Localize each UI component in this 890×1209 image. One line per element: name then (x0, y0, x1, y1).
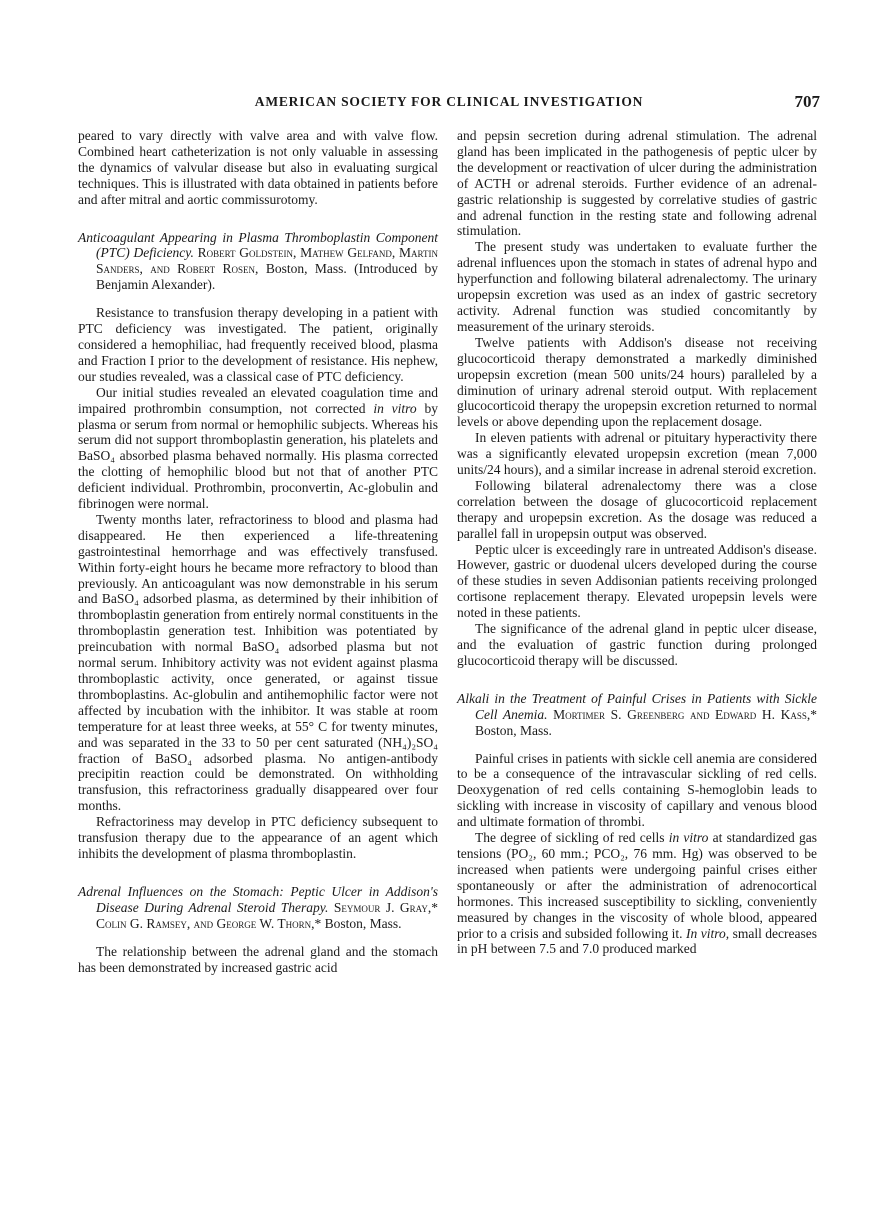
ptc-location: Boston, Mass. (Introduced by Benjamin Alexander). (96, 261, 439, 293)
sickle-p2-text-a: The degree of sickling of red cells (475, 830, 665, 846)
page-number: 707 (794, 92, 820, 111)
adrenal-abstract-heading (78, 884, 438, 932)
ptc-title: Anticoagulant Appearing in Plasma Thromboplastin Component (PTC) Deficiency. (78, 229, 438, 261)
ptc-paragraph-4: Refractoriness may develop in PTC deficiency subsequent to transfusion therapy due to the appearance of an agent which inhibits the development of plasma thromboplastin. (78, 814, 438, 861)
adrenal-paragraph-7: The significance of the adrenal gland in peptic ulcer disease, and the evaluation of gastric function during prolonged glucocorticoid therapy will be discussed. (457, 621, 817, 668)
adrenal-authors: Seymour J. Gray,* Colin G. Ramsey, and George W. Thorn,* (96, 899, 438, 931)
right-column (457, 128, 817, 957)
sickle-abstract-heading (457, 691, 817, 739)
adrenal-paragraph-5: Following bilateral adrenalectomy there was a close correlation between the dosage of glucocorticoid replacement therapy and uropepsin excretion. As the dosage was reduced a parallel fall in uropepsin output was observed. (457, 477, 817, 541)
adrenal-paragraph-2: The present study was undertaken to evaluate further the adrenal influences upon the stomach in states of adrenal hypo and hyperfunction and following bilateral adrenalectomy. The urinary uropepsin excretion was used as an index of gastric secretory activity. Adrenal function was studied concomitantly by measurement of the urinary steroids. (457, 239, 817, 334)
ptc-abstract-heading (78, 230, 438, 294)
ptc-paragraph-2 (78, 385, 438, 512)
left-column (78, 128, 438, 975)
ptc-authors: Robert Goldstein, Mathew Gelfand, Martin Sanders, and Robert Rosen, (96, 245, 438, 277)
adrenal-paragraph-4: In eleven patients with adrenal or pituitary hyperactivity there was a significantly elevated uropepsin excretion (mean 7,000 units/24 hours), and a similar increase in adrenal steroid excretion. (457, 430, 817, 478)
adrenal-carryover-paragraph: and pepsin secretion during adrenal stimulation. The adrenal gland has been implicated in the pathogenesis of peptic ulcer by the development or reactivation of ulcer during the administration of ACTH or adrenal steroids. Further evidence of an adrenal-gastric relationship is suggested by correlative studies of gastric and adrenal function in the resting state and following adrenal stimulation. (457, 128, 817, 239)
carryover-paragraph: peared to vary directly with valve area and with valve flow. Combined heart catheterization is not only valuable in assessing the dynamics of valvular disease but also in evaluating surgical techniques. This is illustrated with data obtained in patients before and after mitral and aortic commissurotomy. (78, 128, 438, 207)
ptc-paragraph-3: Twenty months later, refractoriness to blood and plasma had disappeared. He then experienced a life-threatening gastrointestinal hemorrhage and was effectively transfused. Within forty-eight hours he became more refractory to blood than previously. An anticoagulant was now demonstrable in his serum and BaSO₄ adsorbed plasma, as determined by their inhibition of thromboplastin generation from entirely normal constituents in the thromboplastin generation test. Inhibition was potentiated by preincubation with normal BaSO₄ adsorbed plasma but not normal serum. Inhibitory activity was not evident against plasma thromboplastic activity, once generated, or against tissue thromboplastins. Ac-globulin and antihemophilic factor were not affected by incubation with the inhibitor. It was stable at room temperature for at least three weeks, at 55° C for twenty minutes, and was separated in the 33 to 50 per cent saturated (NH₄)₂SO₄ fraction of BaSO₄ adsorbed plasma. No antigen-antibody precipitin reaction could be demonstrated. On withholding transfusion, this refractoriness gradually disappeared over four months. (78, 511, 438, 814)
journal-name: AMERICAN SOCIETY FOR CLINICAL INVESTIGATION (254, 94, 644, 109)
sickle-p2-text-c: small decreases in pH between 7.5 and 7.0 produced marked (457, 925, 817, 957)
sickle-p2-text-b: at standardized gas tensions (PO₂, 60 mm.; PCO₂, 76 mm. Hg) was observed to be increased when patients were undergoing painful crises either spontaneously or after the administration of adrenocortical hormones. This increased susceptibility to sickling, conveniently measured by changes in the viscosity of whole blood, appeared prior to a crisis and subsided following it. (457, 830, 818, 941)
sickle-title: Alkali in the Treatment of Painful Crises in Patients with Sickle Cell Anemia. (457, 690, 817, 722)
adrenal-paragraph-1: The relationship between the adrenal gland and the stomach has been demonstrated by increased gastric acid (78, 943, 438, 975)
sickle-location: Boston, Mass. (475, 722, 552, 738)
sickle-paragraph-1: Painful crises in patients with sickle cell anemia are considered to be a consequence of the intravascular sickling of red cells. Deoxygenation of red cells containing S-hemoglobin leads to sickling with increase in viscosity of capillary and venous blood and ultimate formation of thrombi. (457, 750, 817, 830)
ptc-p2-text-b: by plasma or serum from normal or hemophilic subjects. Whereas his serum did not support thromboplastin generation, his platelets and BaSO₄ absorbed plasma behaved normally. His plasma corrected the clotting of hemophilic blood but not that of another PTC deficient individual. Prothrombin, proconvertin, Ac-globulin and fibrinogen were normal. (78, 400, 439, 512)
ptc-paragraph-1: Resistance to transfusion therapy developing in a patient with PTC deficiency was investigated. The patient, originally considered a hemophiliac, had frequently received blood, plasma and Fraction I prior to the development of resistance. His nephew, our studies revealed, was a classical case of PTC deficiency. (78, 305, 438, 384)
adrenal-paragraph-3: Twelve patients with Addison's disease not receiving glucocorticoid therapy demonstrated a markedly diminished uropepsin excretion (mean 500 units/24 hours) paralleled by a diminution of urinary adrenal steroid output. With replacement glucocorticoid therapy the uropepsin excretion returned to normal levels or above depending upon the replacement dosage. (457, 334, 817, 430)
sickle-p2-italic-1: in vitro (668, 830, 709, 846)
ptc-p2-italic: in vitro (373, 400, 417, 416)
adrenal-title: Adrenal Influences on the Stomach: Peptic Ulcer in Addison's Disease During Adrenal Steroid Therapy. (78, 883, 438, 915)
sickle-paragraph-2 (457, 830, 817, 957)
adrenal-paragraph-6: Peptic ulcer is exceedingly rare in untreated Addison's disease. However, gastric or duodenal ulcers developed during the course of these studies in seven Addisonian patients receiving prolonged cortisone replacement therapy. Elevated uropepsin levels were noted in these patients. (457, 541, 817, 621)
ptc-p2-text-a: Our initial studies revealed an elevated coagulation time and impaired prothrombin consumption, not corrected (78, 384, 438, 416)
sickle-p2-italic-2: In vitro, (686, 925, 730, 941)
sickle-authors: Mortimer S. Greenberg and Edward H. Kass,* (553, 706, 818, 722)
adrenal-location: Boston, Mass. (324, 915, 402, 931)
running-head (78, 92, 820, 116)
